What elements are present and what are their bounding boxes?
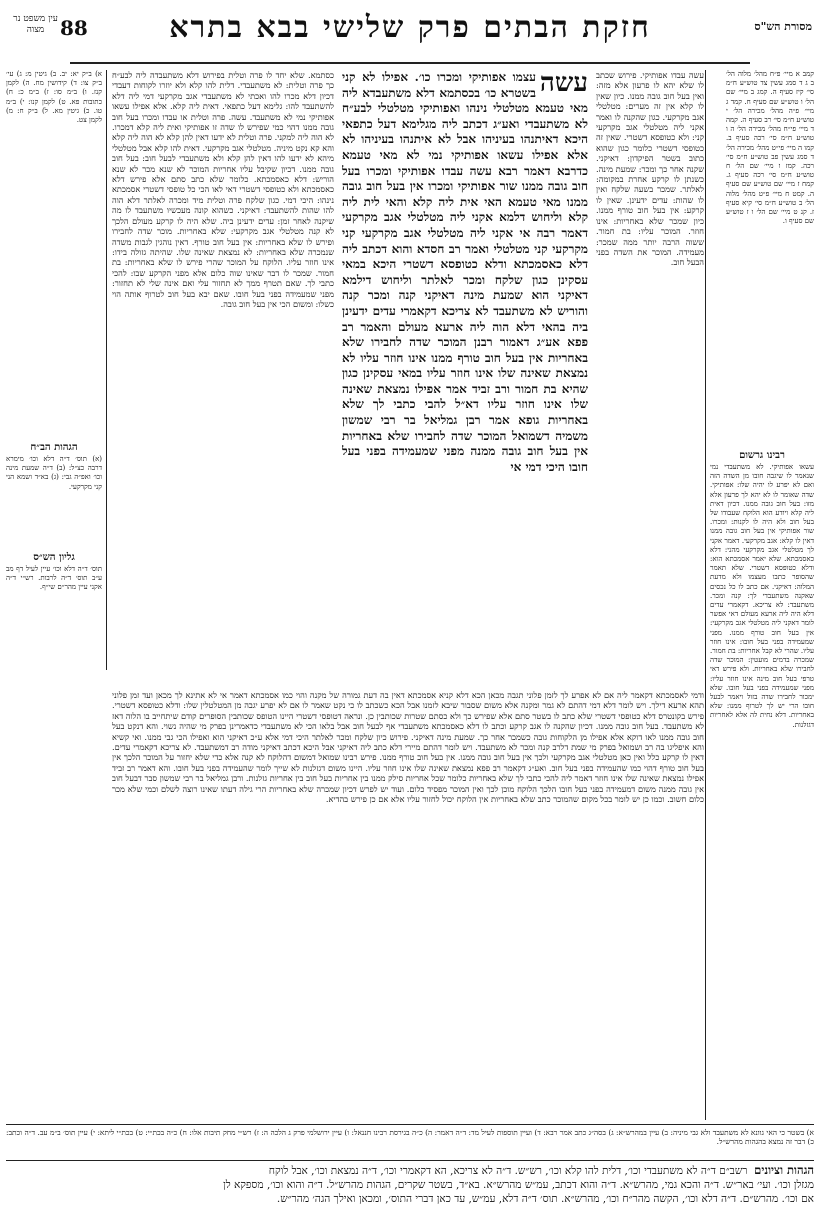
page-header [0,0,820,64]
footer-rule [6,1160,814,1161]
left-margin-divider [106,70,107,670]
footer-line-2: מגזלן וכו׳. ועי׳ באר״ש. ד״ה והכא גמי, מהרש״א. ד״ה והוא דכתב, עמ״ש מהרש״א. בא״ד, בשטר שקרים, הגהות מהרש״ל. ד״ה והוא וכו׳, מספקא לן [223,1179,814,1191]
bottom-notes-text: א) בשטר כי האי גוונא לא משתעבד ולא גבי מיניה: ב) עיין במהרש״א: ג) בסה״ג כתב אמר רבא: ד) ועיין תוספות לעיל מד: ד״ה דאמר: ה) כ״ה בגירסת רבינו חננאל: ו) עיין ירושלמי פרק ג הלכה ה: ז) רש״י מחק תיבות אלו: ח) כ״ה בכת״י: ט) בכת״י ליתא: י) עיין תוס׳ ב״מ עב. ד״ה וכתב: כ) דבר זה נמצא בהגהות מהרש״ל. [6,1128,814,1147]
right-margin-divider [705,70,706,1120]
ein-mishpat-label: עין משפט נר מצוה [13,14,58,35]
hagahot-habach-title: הגהות הב״ח [30,442,78,453]
page-number: 88 [60,16,88,40]
header-rule [70,62,750,64]
gemara-column [342,70,588,670]
gilyon-hashas-text: תוס׳ ד״ה דלא וכו׳ עיין לעיל דף מב ע״ב תוס׳ ד״ה לרבות. רש״י ד״ה אקני עיין מהר״ם שי״ף. [6,565,102,592]
ein-mishpat-column [726,70,814,440]
tosafot-text: עשה עבדו אפותיקי. פירוש שכתב לו שלא יהא לו פרעון אלא מזה: ואין בעל חוב גובה ממנו. כיון שאין לו קלא אין זה מערים: מטלטלי אגב מקרקעי. כגון שהקנה לו ואמר אקני ליה מטלטלי אגב מקרקעי קני: ולא כטופסא דשטרי. שאין זה כטופסי דשטרי כלומר כגון שהוא כתוב בשטר הפיקדון: דאיקני. שקנה אחר כך ומכר: שמעת מינה. כשנתן לו קרקע אחרת במקומה: לאלתר. שמכר בשעה שלקח ואין לו שהות: עדים ידעינן. שאין לו קרקע: אין בעל חוב טורף ממנו. כיון שמכר שלא באחריות: אינו חוזר. המוכר עליו: בת חמור. ששוה הרבה יותר ממה שמכר: מעמידה. המוכר את השדה בפני הבעל חוב. [596,70,704,268]
notes-rule [6,1124,814,1125]
opening-word: עשה [539,70,588,98]
masoret-hashas-label: מסורת הש"ס [754,20,812,33]
rabbeinu-gershom-title: רבינו גרשום [739,450,785,461]
gilyon-hashas-title: גליון הש״ס [33,552,75,563]
rashbam-column [112,70,334,682]
tosafot-column [596,70,704,682]
masoret-hashas-column [6,70,102,430]
hagahot-vetziyunim [6,1163,814,1205]
running-title: חזקת הבתים פרק שלישי בבא בתרא [169,10,651,45]
footer-line-3: אם וכו׳. מהרש״ם. ד״ה דלא וכו׳, הקשה מהר״ח וכו׳, מהרש״א. תוס׳ ד״ה דלא, עמ״ש, עד כאן דברי התוס׳, ומכאן ואילך הגה׳ מהר״ש. [276,1193,814,1205]
hagahot-habach-box [6,440,102,540]
hagahot-habach-text: (א) תוס׳ ד״ה דלא וכו׳ מימרא דרבה כצ״ל: (ב) ד״ה שמעת מינה וכו׳ ואפ״ה גבי: (ג) בא״ד ושמא הני קני מקרקעי. [6,455,102,491]
gemara-text: עצמו אפותיקי ומכרו כו׳. אפילו לא קני בשטרא כו׳ בכסתמא דלא משתעבדא ליה מאי טעמא מטלטלי נינהו ואפותיקי מטלטלי לבע״ח לא משתעבדי ואע״ג דכתב ליה מגלימא דעל כתפאי היכא דאיתנהו בעיניהו אבל לא איתנהו בעיניהו לא אלא אפילו עשאו אפותיקי נמי לא מאי טעמא כדרבא דאמר רבא עשה עבדו אפותיקי ומכרו בעל חוב גובה ממנו שור אפותיקי ומכרו אין בעל חוב גובה ממנו מאי טעמא האי אית ליה קלא והאי לית ליה קלא וליחוש דלמא אקני ליה מטלטלי אגב מקרקעי דאמר רבה אי אקני ליה מטלטלי אגב מקרקעי קני מקרקעי קני מטלטלי ואמר רב חסדא והוא דכתב ליה דלא כאסמכתא ודלא כטופסא דשטרי היכא במאי עסקינן כגון שלקח ומכר לאלתר וליחוש דילמא דאיקני הוא שמעת מינה דאיקני קנה ומכר קנה והוריש לא משתעבד לא צריכא דקאמרי עדים ידעינן ביה בהאי דלא הוה ליה ארעא מעולם והאמר רב פפא אע״ג דאמור רבנן המוכר שדה לחבירו שלא באחריות אין בעל חוב טורף ממנו אינו חוזר עליו לא נמצאת שאינה שלו אינו חוזר עליו במאי עסקינן כגון שהיא בת חמור ורב זביד אמר אפילו נמצאת שאינה שלו אינו חוזר עליו דא״ל להבי כתבי לך שלא באחריות גופא אמר רבן גמליאל בר רבי שמשון משמיה דשמואל המוכר שדה לחבירו שלא באחריות אין בעל חוב גובה ממנה מפני שמעמידה בפני בעל חובו היכי דמי אי [342,70,588,474]
hagahot-vetziyunim-title: הגהות וציונים [754,1163,814,1177]
gilyon-hashas-box [6,550,102,660]
lower-commentary [112,690,704,1118]
rabbeinu-gershom-column [710,448,814,1120]
ein-mishpat-text: קמב א מיי׳ פ״ח מהל׳ מלוה הל׳ ב ג ד סמג עשין צד טוש״ע ח״מ סי׳ קיז סעיף ה. קמג ב מיי׳ שם הל׳ ו טוש״ע שם סעיף ח. קמד ג מיי׳ פ״ה מהל׳ מכירה הל׳ י טוש״ע ח״מ סי׳ רב סעיף ה. קמה ד מיי׳ פי״ח מהל׳ מכירה הל׳ ה ו טוש״ע ח״מ סי׳ רכה סעיף ב. קמו ה מיי׳ פי״ט מהל׳ מכירה הל׳ ד סמג עשין פב טוש״ע ח״מ סי׳ רכה. קמז ו מיי׳ שם הל׳ ח טוש״ע ח״מ סי׳ רכה סעיף ג. קמח ז מיי׳ שם טוש״ע שם סעיף ה. קמט ח מיי׳ פ״ט מהל׳ מלוה הל׳ ב טוש״ע ח״מ סי׳ קיא סעיף ז. קנ ט מיי׳ שם הל׳ ו ז טוש״ע שם סעיף ו. [726,70,814,226]
rabbeinu-gershom-text: עשאו אפותיקי. לא משתעבדי נמי שנאמר לו שיגבה חובו מן השדה הזה ואם לא יפרע לו יהיה שלו: אפותיקי. שדה שאומר לו לא יהא לך פרעון אלא מזו: בעל חוב גובה ממנו. דכיון דאית ליה קלא ויודע הוא הלוקח שעבודו של בעל חוב ולא היה לו לקנות: ומכרו. שור אפותיקי אין בעל חוב גובה ממנו דאין לו קלא: אגב מקרקעי. דאמר אקני לך מטלטלי אגב מקרקעי מהני: דלא כאסמכתא. שלא יאמר אסמכתא הוא: ודלא כטופסא דשטרי. שלא תאמר שהסופר כתבו מעצמו ולא מדעת המלוה: דאיקני. אם כתב לו כל נכסים שאקנה משתעבדי לך: קנה ומכר. משתעבד: לא צריכא. דקאמרי עדים דלא היה ליה ארעא מעולם דאי אפשר לומר דאקני ליה מטלטלי אגב מקרקעי: אין בעל חוב טורף ממנו. מפני שמעמידה בפני בעל חובו: אינו חוזר עליו. שהרי לא קבל אחריות: בת חמור. שמכרה בדמים מועטין: המוכר שדה לחבירו שלא באחריות. ולא פירש דאי טרפי בעל חוב מינה אינו חוזר עליו: מפני שמעמידה בפני בעל חובו. שלא ימכור לחבירו שדה בזול ויאמר לבעל חובו הרי יש לך לטרוף ממנו: שלא באחריות. דלא נחית לה אלא לאחריות דגזלנות. [710,463,814,729]
lower-commentary-text: ודמי לאסמכתא דקאמר ליה אם לא אפרע לך לזמן פלוני תגבה מכאן הכא דלא קניא אסמכתא דאין בה דעת גמורה של מקנה והוי כמו אסמכתא דאמר אי לא אתינא לך מכאן ועד זמן פלוני תהא ארעא דילך. ויש לומר דלא דמי דהתם לא גמר ומקנה אלא משום שסבור שיבא לזמנו אבל הכא כשכתב לו כי נקט שאמר לו אם לא יפרע יגבה מן המטלטלין שלו: ודלא כטופסא דשטרי. פירש בקונטרס דלא כטופסי דשטרי שלא כתב לו בשטר סתם אלא שפירש כך ולא כסתם שטרות שכותבין כן. ונראה דטופסי דשטרי היינו הטופס שכותבין הסופרים קודם שיתחייב בו הלוה דאז לא משתעבד. בעל חוב גובה ממנו. דכיון שהקנה לו אגב קרקע וכתב לו דלא כאסמכתא משתעבדי אף לבעל חוב אבל בלאו הכי לא משתעבדי כדאמרינן בפרק מי שהיה נשוי. והא דנקט בעל חוב גובה ממנו לאו דוקא אלא אפילו מן הלקוחות גובה כשמכר אחר כך. שמעת מינה דאיקני. פירוש כיון שלקח ומכר לאלתר היכי דמי אלא ע״כ דאיקני הוא ואפילו הכי גבי ממנו. ואי קשיא והא איפליגו בה רב ושמואל בפרק מי שמת דלרב קנה ומכר לא משתעבד. ויש לומר דהתם מיירי דלא כתב ליה דאיקני אבל היכא דכתב דאיקני מודה רב דמשתעבד. לא צריכא דקאמרי עדים. דאין לו קרקע כלל ואין כאן מטלטלי אגב מקרקעי ולכך אין בעל חוב גובה ממנו. אין בעל חוב טורף ממנו. פירש רבינו שמואל דמשום דהלוקח לא קנה אלא כדי שלא יחזור על המוכר הלכך אין בעל חוב טורף דהוי כמו שהעמידה בפני בעל חוב. ואע״ג דקאמר רב פפא נמצאת שאינה שלו אינו חוזר עליו. היינו משום דגזלנות לא שייך לומר שהעמידה בפני בעל חובו. והא דאמר רב זביד אפילו נמצאת שאינה שלו אינו חוזר דאמר ליה להכי כתבי לך שלא באחריות כלומר שכל אחריות סילק ממנו בין אחריות בעל חוב בין אחריות גזלנות. ורבן גמליאל בר רבי שמשון סבר דבעל חוב אין גובה ממנה משום דמעמידה בפני בעל חובו הלכך הלוקח מוכן לכך ואין המוכר מפסיד כלום. ועוד יש לפרש דכיון שמכרה שלא באחריות הרי גילה דעתו שאינו רוצה לשלם וכמי שלא מכר כלום חשוב. וכמו כן יש לומר בכל מקום שהמוכר כתב שלא באחריות אין הלוקח יכול לחזור עליו אלא אם כן פירש בהדיא. [112,690,704,805]
bottom-notes [6,1128,814,1158]
footer-line-1: רשב״ם ד״ה לא משתעבדי וכו׳, דלית להו קלא וכו׳, רש״ש. ד״ה לא צריכא, הא דקאמרי וכו׳, ד״ה נמצאת וכו׳, אבל לוקח [268,1165,748,1177]
masoret-hashas-text: א) ב״ק יא: יב. ב) גיטין מ: ג) עי׳ ב״ק צו: ד) קידושין מח. ה) לקמן קנז. ו) ב״מ סו: ז) ב״מ כ: ח) כתובות פא. ט) לקמן קנו: י) ב״מ טו. כ) גיטין מא. ל) ב״ק ח: מ) לקמן צט. [6,70,102,125]
rashbam-text: כסתמא. שלא יחד לו פרה וטלית בפירוש דלא משתעבדה ליה לבע״ח כך פרה וטלית: לא משתעבדי. דלית להו קלא ולא יוזרו לקוחות דעבדי דכיון דלא מכרו להו ואכתי לא משתעבדי אגב מקרקעי דמי ליה דלא להשתעבד להו: גלימא דעל כתפאי. דאית ליה קלא. אלא אפילו עשאו אפותיקי נמי לא משתעבד. עשה. פרה וטלית או עבדו ומכרו בעל חוב גובה ממנו דהוי כמי שפירש לו שדה זו אפותיקי ואית ליה קלא דמכרו. לא הוה ליה למקני. פרה וטלית לא ידעו דאין להן קלא לא הוה ליה קלא והא קא נקט מיניה. מטלטלי אגב מקרקעי. דאית להו קלא אבל מטלטלי מיהא לא ידעו להו דאין להן קלא ולא משתעבדי לבעל חוב: בעל חוב גובה ממנו. דכיון שקיבל עליו אחריות המוכר לא שנא מכר לא שנא הוריש: דלא כאסמכתא. כלומר שלא כתב סתם אלא פירש דלא כאסמכתא ולא כטופסי דשטרי דאי לאו הכי כל טופסי דשטרי אסמכתא נינהו: היכי דמי. כגון שלקח פרה וטלית מיד ומכרה לאלתר דלא הוה להו שהות להשתעבד: דאיקני. כשהוא קונה מעכשיו משתעבד לו מה שיקנה לאחר זמן: עדים ידעינן ביה. שלא היה לו קרקע מעולם הלכך לא קנה מטלטלי אגב מקרקעי: שלא באחריות. מוכר שדה לחבירו ופירש לו שלא באחריות: אין בעל חוב טורף. דאין נוהגין לגבות משדה שנמכרה שלא באחריות: לא נמצאת שאינה שלו. שהיתה גזולה בידו: אינו חוזר עליו. הלוקח על המוכר שהרי פירש לו שלא באחריות: בת חמור. שמכר לו דבר שאינו שוה כלום אלא מפני הקרקע שבו: להכי כתבי לך. שאם תטרף ממך לא תחזור עלי ואם אינה שלי לא תחזור: מפני שמעמידה בפני בעל חובו. שאם יבא בעל חוב לטרוף אותה הוי כשלו: ומשום הכי אין בעל חוב גובה. [112,70,334,309]
